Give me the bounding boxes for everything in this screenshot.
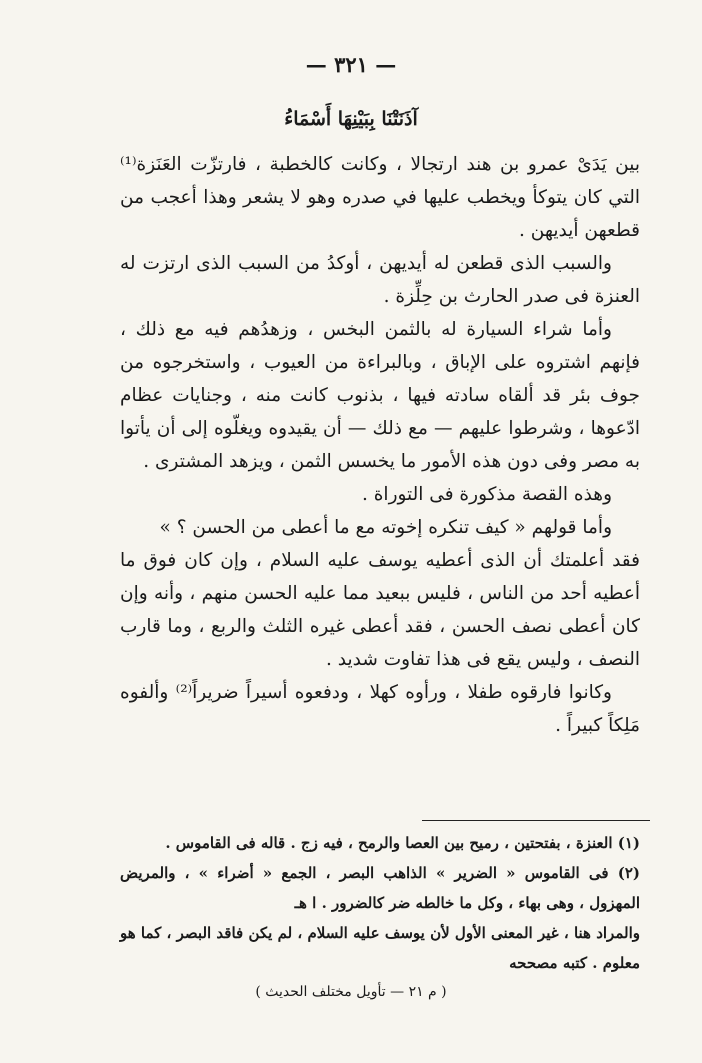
footnote-2: (٢) فى القاموس « الضرير » الذاهب البصر ، الجمع « أضراء » ، والمريض المهزول ، وهى بهاء ، وكل ما خالطه ضر كالضرور . ا هـ <box>120 864 640 912</box>
footnotes <box>120 828 640 978</box>
paragraph: فقد أعلمتك أن الذى أعطيه يوسف عليه السلام ، وإن كان فوق ما أعطيه أحد من الناس ، فليس ببعيد مما عليه الحسن منهم ، وأنه وإن كان أعطى نصف الحسن ، فقد أعطى غيره الثلث والربع ، وما قارب النصف ، وليس يقع فى هذا تفاوت شديد . <box>120 550 640 670</box>
footnote-3: والمراد هنا ، غير المعنى الأول لأن يوسف عليه السلام ، لم يكن فاقد البصر ، كما هو معلوم . كتبه مصححه <box>120 924 640 972</box>
paragraph: وأما شراء السيارة له بالثمن البخس ، وزهدُهم فيه مع ذلك ، فإنهم اشتروه على الإباق ، وبالبراءة من العيوب ، واستخرجوه من جوف بئر قد ألقاه سادته فيها ، بذنوب كانت منه ، وجنايات عظام ادّعوها ، وشرطوا عليهم — مع ذلك — أن يقيدوه ويغلّوه إلى أن يأتوا به مصر وفى دون هذه الأمور ما يخسس الثمن ، ويزهد المشترى . <box>120 319 640 472</box>
paragraph: والسبب الذى قطعن له أيديهن ، أوكدُ من السبب الذى ارتزت له العنزة فى صدر الحارث بن حِلِّزة . <box>120 253 640 307</box>
paragraph: وهذه القصة مذكورة فى التوراة . <box>361 484 612 505</box>
paragraph: وأما قولهم « كيف تنكره إخوته مع ما أعطى من الحسن ؟ » <box>159 517 612 538</box>
signature-line: ( م ٢١ — تأويل مختلف الحديث ) <box>255 984 447 1000</box>
verse-heading: آذَنَتْنَا بِبَيْنِهَا أَسْمَاءُ <box>284 108 418 130</box>
footnote-1: (١) العنزة ، بفتحتين ، رميح بين العصا والرمح ، فيه زج . قاله فى القاموس . <box>165 834 640 852</box>
footnote-divider <box>422 820 650 821</box>
paragraph: بين يَدَىْ عمرو بن هند ارتجالا ، وكانت كالخطبة ، فارتزّت العَنَزة⁽¹⁾ التي كان يتوكأ ويخطب عليها في صدره وهو لا يشعر وهذا أعجب من قطعهن أيديهن . <box>120 154 640 241</box>
main-text <box>120 148 640 742</box>
page-number: — ٣٢١ — <box>305 52 397 77</box>
paragraph: وكانوا فارقوه طفلا ، ورأوه كهلا ، ودفعوه أسيراً ضريراً⁽²⁾ وألفوه مَلِكاً كبيراً . <box>120 682 640 736</box>
